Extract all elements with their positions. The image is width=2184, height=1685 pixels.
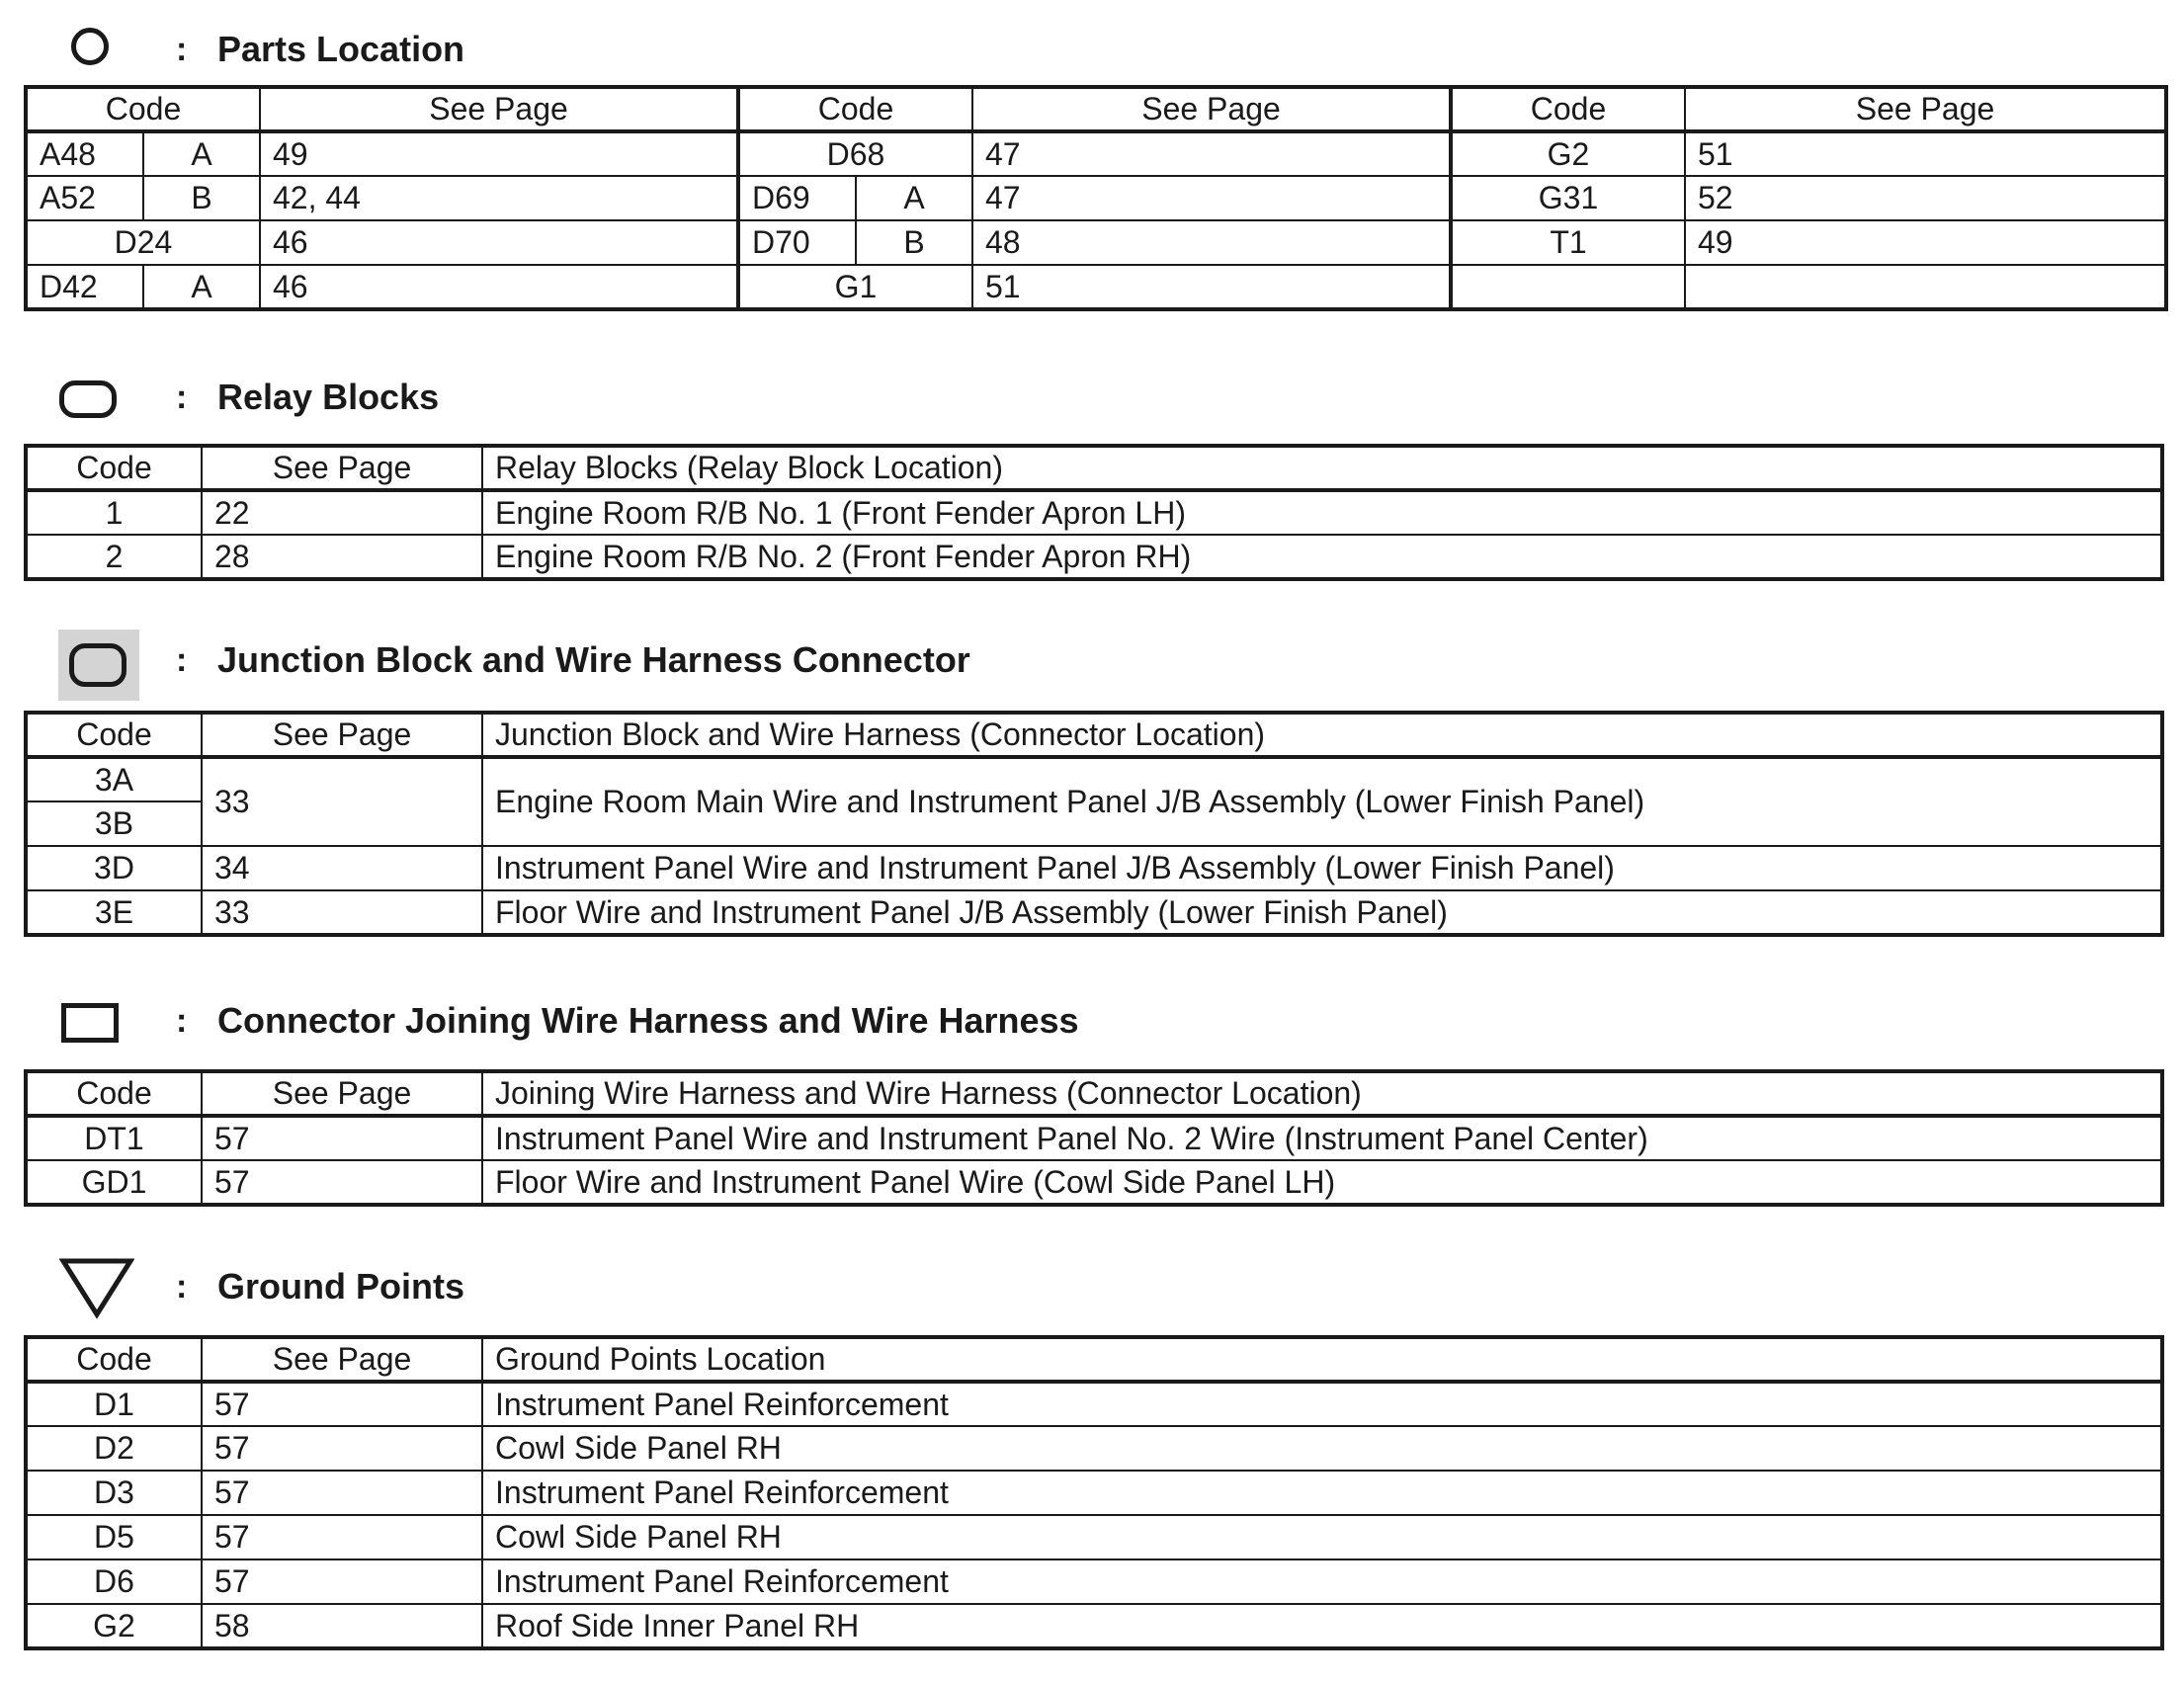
relay-blocks-header <box>59 368 440 427</box>
header-code: Code <box>26 1337 202 1382</box>
section-title: Relay Blocks <box>217 377 440 417</box>
sub-code-cell: B <box>143 176 260 220</box>
header-code: Code <box>738 87 972 131</box>
header-see-page: See Page <box>202 1337 482 1382</box>
rounded-box-icon <box>59 368 119 427</box>
location-cell: Roof Side Inner Panel RH <box>482 1604 2162 1648</box>
location-cell: Cowl Side Panel RH <box>482 1426 2162 1471</box>
code-cell: 2 <box>26 535 202 579</box>
code-cell: G2 <box>1451 131 1685 176</box>
header-location: Joining Wire Harness and Wire Harness (Connector Location) <box>482 1071 2162 1116</box>
table-row <box>26 1515 2162 1559</box>
page-cell: 48 <box>972 220 1451 265</box>
location-cell: Instrument Panel Reinforcement <box>482 1559 2162 1604</box>
table-header-row <box>26 1337 2162 1382</box>
page-cell: 57 <box>202 1559 482 1604</box>
location-cell: Engine Room R/B No. 2 (Front Fender Apron RH) <box>482 535 2162 579</box>
code-cell: D69 <box>738 176 856 220</box>
empty-cell <box>1451 265 1685 309</box>
page-cell: 57 <box>202 1116 482 1160</box>
location-cell: Engine Room Main Wire and Instrument Panel J/B Assembly (Lower Finish Panel) <box>482 757 2162 846</box>
code-cell: 3A <box>26 757 202 801</box>
table-row <box>26 535 2162 579</box>
page-cell: 33 <box>202 757 482 846</box>
header-see-page: See Page <box>202 1071 482 1116</box>
header-code: Code <box>26 446 202 490</box>
page-cell: 47 <box>972 176 1451 220</box>
connector-joining-header <box>59 991 1079 1051</box>
sub-code-cell: A <box>856 176 972 220</box>
code-cell: D1 <box>26 1382 202 1426</box>
code-cell: G1 <box>738 265 972 309</box>
header-see-page: See Page <box>260 87 738 131</box>
page-cell: 22 <box>202 490 482 535</box>
header-code: Code <box>26 87 260 131</box>
connector-joining-table <box>24 1069 2164 1207</box>
table-row <box>26 131 2166 176</box>
table-row <box>26 1116 2162 1160</box>
page-cell: 34 <box>202 846 482 890</box>
code-cell: A52 <box>26 176 143 220</box>
page-cell: 57 <box>202 1160 482 1205</box>
junction-block-table <box>24 711 2164 937</box>
table-header-row <box>26 1071 2162 1116</box>
sub-code-cell: B <box>856 220 972 265</box>
location-cell: Floor Wire and Instrument Panel J/B Assembly (Lower Finish Panel) <box>482 890 2162 935</box>
page-cell: 52 <box>1685 176 2166 220</box>
table-row <box>26 1604 2162 1648</box>
header-code: Code <box>26 1071 202 1116</box>
relay-blocks-table <box>24 444 2164 581</box>
table-row <box>26 890 2162 935</box>
table-row <box>26 757 2162 801</box>
header-location: Junction Block and Wire Harness (Connector Location) <box>482 713 2162 757</box>
parts-location-table <box>24 85 2168 311</box>
code-cell: DT1 <box>26 1116 202 1160</box>
code-cell: G31 <box>1451 176 1685 220</box>
table-header-row <box>26 87 2166 131</box>
location-cell: Floor Wire and Instrument Panel Wire (Cowl Side Panel LH) <box>482 1160 2162 1205</box>
location-cell: Cowl Side Panel RH <box>482 1515 2162 1559</box>
location-cell: Instrument Panel Reinforcement <box>482 1382 2162 1426</box>
section-title: Junction Block and Wire Harness Connector <box>217 639 970 680</box>
header-code: Code <box>1451 87 1685 131</box>
page-cell: 51 <box>1685 131 2166 176</box>
code-cell: 3D <box>26 846 202 890</box>
code-cell: D3 <box>26 1471 202 1515</box>
header-colon: : <box>176 640 188 679</box>
page-cell: 28 <box>202 535 482 579</box>
header-colon: : <box>176 378 188 416</box>
header-location: Relay Blocks (Relay Block Location) <box>482 446 2162 490</box>
page-cell: 33 <box>202 890 482 935</box>
code-cell: D2 <box>26 1426 202 1471</box>
section-title: Connector Joining Wire Harness and Wire Harness <box>217 1000 1079 1041</box>
code-cell: D24 <box>26 220 260 265</box>
section-title: Ground Points <box>217 1266 464 1306</box>
header-colon: : <box>176 30 188 68</box>
page-cell: 46 <box>260 220 738 265</box>
code-cell: D5 <box>26 1515 202 1559</box>
table-row <box>26 265 2166 309</box>
shaded-rounded-box-icon <box>59 631 119 690</box>
code-cell: 1 <box>26 490 202 535</box>
location-cell: Engine Room R/B No. 1 (Front Fender Apron LH) <box>482 490 2162 535</box>
table-row <box>26 1559 2162 1604</box>
empty-cell <box>1685 265 2166 309</box>
header-see-page: See Page <box>1685 87 2166 131</box>
code-cell: D70 <box>738 220 856 265</box>
code-cell: 3B <box>26 801 202 846</box>
section-title: Parts Location <box>217 29 465 69</box>
header-colon: : <box>176 1267 188 1306</box>
page-cell: 57 <box>202 1382 482 1426</box>
header-see-page: See Page <box>202 446 482 490</box>
location-cell: Instrument Panel Wire and Instrument Panel No. 2 Wire (Instrument Panel Center) <box>482 1116 2162 1160</box>
code-cell: D42 <box>26 265 143 309</box>
page-cell: 58 <box>202 1604 482 1648</box>
sub-code-cell: A <box>143 265 260 309</box>
parts-location-header <box>59 20 465 79</box>
table-header-row <box>26 446 2162 490</box>
ground-points-table <box>24 1335 2164 1650</box>
sub-code-cell: A <box>143 131 260 176</box>
location-cell: Instrument Panel Reinforcement <box>482 1471 2162 1515</box>
table-row <box>26 1426 2162 1471</box>
table-row <box>26 1160 2162 1205</box>
square-box-icon <box>59 991 119 1051</box>
page-cell: 57 <box>202 1426 482 1471</box>
down-triangle-icon <box>59 1257 119 1316</box>
page-cell: 46 <box>260 265 738 309</box>
page-cell: 49 <box>1685 220 2166 265</box>
page-cell: 42, 44 <box>260 176 738 220</box>
table-row <box>26 176 2166 220</box>
table-row <box>26 220 2166 265</box>
code-cell: G2 <box>26 1604 202 1648</box>
page-cell: 57 <box>202 1515 482 1559</box>
code-cell: D6 <box>26 1559 202 1604</box>
page-cell: 51 <box>972 265 1451 309</box>
table-row <box>26 846 2162 890</box>
table-row <box>26 1471 2162 1515</box>
table-row <box>26 1382 2162 1426</box>
header-see-page: See Page <box>202 713 482 757</box>
header-code: Code <box>26 713 202 757</box>
code-cell: T1 <box>1451 220 1685 265</box>
page-cell: 49 <box>260 131 738 176</box>
header-colon: : <box>176 1001 188 1040</box>
code-cell: D68 <box>738 131 972 176</box>
code-cell: A48 <box>26 131 143 176</box>
code-cell: 3E <box>26 890 202 935</box>
junction-block-header <box>59 631 970 690</box>
page-cell: 57 <box>202 1471 482 1515</box>
table-row <box>26 490 2162 535</box>
page-cell: 47 <box>972 131 1451 176</box>
header-see-page: See Page <box>972 87 1451 131</box>
circle-icon <box>59 20 119 79</box>
header-location: Ground Points Location <box>482 1337 2162 1382</box>
location-cell: Instrument Panel Wire and Instrument Panel J/B Assembly (Lower Finish Panel) <box>482 846 2162 890</box>
code-cell: GD1 <box>26 1160 202 1205</box>
ground-points-header <box>59 1257 464 1316</box>
table-header-row <box>26 713 2162 757</box>
